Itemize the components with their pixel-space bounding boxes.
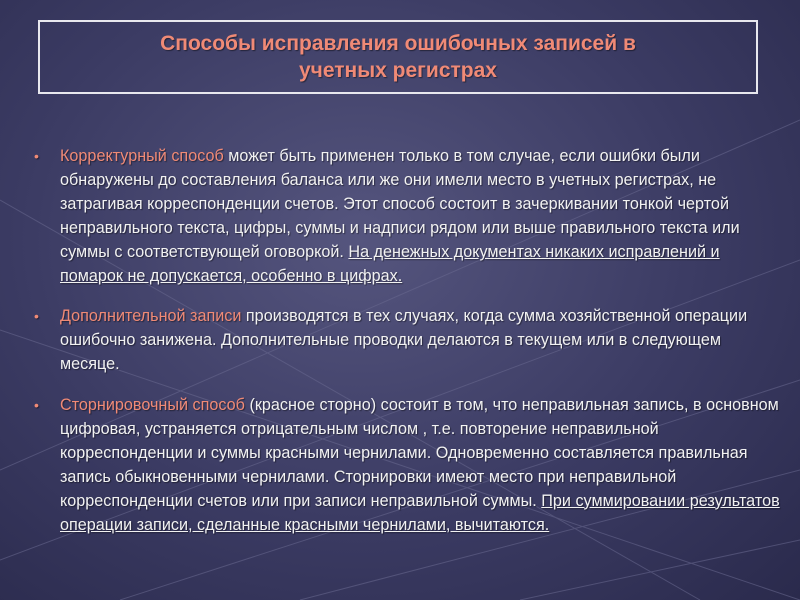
bullet-icon: • (34, 308, 39, 325)
paragraph-text: может быть применен только в том случае, если ошибки были обнаружены до составления баланса или же они имели место в учетных регистрах, не затрагивая корреспонденции счетов. Этот способ состоит в зачеркивании тонкой чертой неправильного текста, цифры, суммы и надписи рядом или выше правильного текста или суммы с соответствующей оговоркой. (60, 147, 740, 262)
title-frame (38, 20, 758, 94)
paragraph-text: производятся в тех случаях, когда сумма хозяйственной операции ошибочно занижена. Дополнительные проводки делаются в текущем или в следующем месяце. (60, 307, 748, 374)
title-line-1: Способы исправления ошибочных записей в (160, 32, 636, 55)
slide-title (160, 30, 636, 84)
title-line-2: учетных регистрах (298, 59, 497, 82)
content-body (34, 128, 784, 537)
paragraph-reversal-method (34, 393, 784, 537)
bullet-icon: • (34, 148, 39, 165)
underlined-note: При суммировании результатов операции записи, сделанные красными чернилами, вычитаются. (60, 491, 780, 534)
term-reversal-method: Сторнировочный способ (60, 395, 245, 414)
paragraph-text: (красное сторно) состоит в том, что неправильная запись, в основном цифровая, устраняется отрицательным числом , т.е. повторение неправильной корреспонденции и суммы красными чернилами. Одновременно составляется правильная запись обыкновенными чернилами. Сторнировки имеют место при неправильной корреспонденции счетов или при записи неправильной суммы. (60, 395, 779, 510)
paragraph-additional-entry (34, 304, 784, 376)
term-correction-method: Корректурный способ (60, 147, 224, 166)
bullet-icon: • (34, 396, 39, 413)
paragraph-correction-method (34, 144, 784, 288)
underlined-note: На денежных документах никаких исправлений и помарок не допускается, особенно в цифрах. (60, 243, 720, 286)
term-additional-entry: Дополнительной записи (60, 307, 242, 326)
